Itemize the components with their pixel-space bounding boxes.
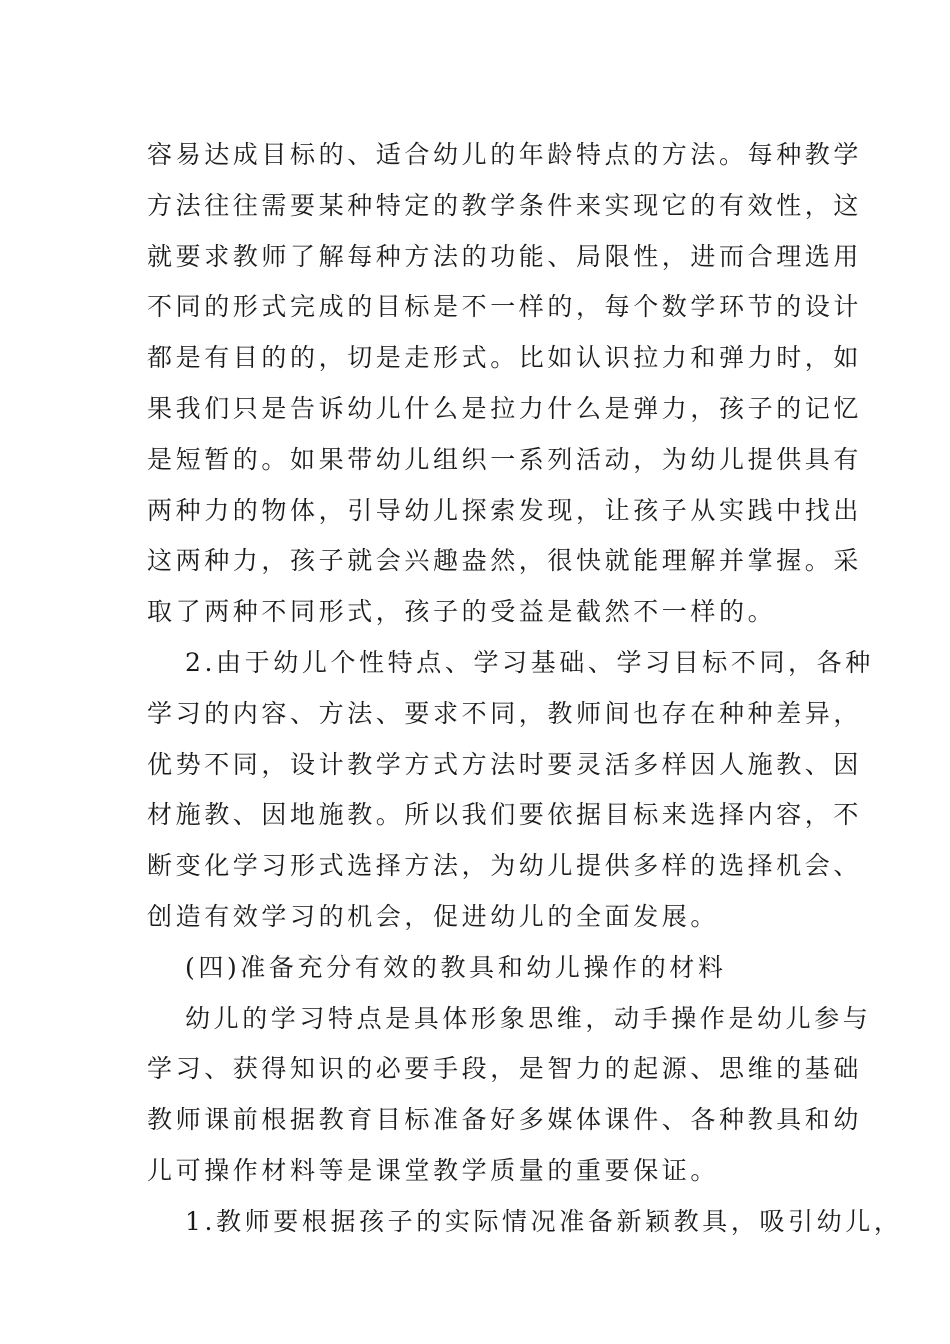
text-line: 这两种力，孩子就会兴趣盎然，很快就能理解并掌握。采 bbox=[147, 546, 863, 576]
text-line: (四)准备充分有效的教具和幼儿操作的材料 bbox=[185, 952, 727, 982]
text-line: 创造有效学习的机会，促进幼儿的全面发展。 bbox=[147, 901, 720, 931]
text-line: 2.由于幼儿个性特点、学习基础、学习目标不同，各种 bbox=[185, 647, 874, 677]
text-line: 幼儿的学习特点是具体形象思维，动手操作是幼儿参与 bbox=[185, 1003, 872, 1033]
text-line: 果我们只是告诉幼儿什么是拉力什么是弹力，孩子的记忆 bbox=[147, 393, 863, 423]
text-line: 都是有目的的，切是走形式。比如认识拉力和弹力时，如 bbox=[147, 343, 863, 373]
text-line: 儿可操作材料等是课堂教学质量的重要保证。 bbox=[147, 1155, 720, 1185]
text-line: 不同的形式完成的目标是不一样的，每个数学环节的设计 bbox=[147, 292, 863, 322]
text-line: 方法往往需要某种特定的教学条件来实现它的有效性，这 bbox=[147, 190, 863, 220]
text-line: 优势不同，设计教学方式方法时要灵活多样因人施教、因 bbox=[147, 749, 863, 779]
text-line: 两种力的物体，引导幼儿探索发现，让孩子从实践中找出 bbox=[147, 495, 863, 525]
body-text bbox=[147, 130, 903, 1248]
text-line: 取了两种不同形式，孩子的受益是截然不一样的。 bbox=[147, 597, 777, 627]
text-line: 学习、获得知识的必要手段，是智力的起源、思维的基础 bbox=[147, 1054, 863, 1084]
text-line: 就要求教师了解每种方法的功能、局限性，进而合理选用 bbox=[147, 241, 863, 271]
text-line: 材施教、因地施教。所以我们要依据目标来选择内容，不 bbox=[147, 800, 863, 830]
text-line: 是短暂的。如果带幼儿组织一系列活动，为幼儿提供具有 bbox=[147, 444, 863, 474]
text-line: 断变化学习形式选择方法，为幼儿提供多样的选择机会、 bbox=[147, 851, 863, 881]
text-line: 教师课前根据教育目标准备好多媒体课件、各种教具和幼 bbox=[147, 1105, 863, 1135]
text-line: 学习的内容、方法、要求不同，教师间也存在种种差异， bbox=[147, 698, 863, 728]
text-line: 容易达成目标的、适合幼儿的年龄特点的方法。每种教学 bbox=[147, 140, 863, 169]
text-line: 1.教师要根据孩子的实际情况准备新颖教具，吸引幼儿， bbox=[185, 1206, 903, 1236]
